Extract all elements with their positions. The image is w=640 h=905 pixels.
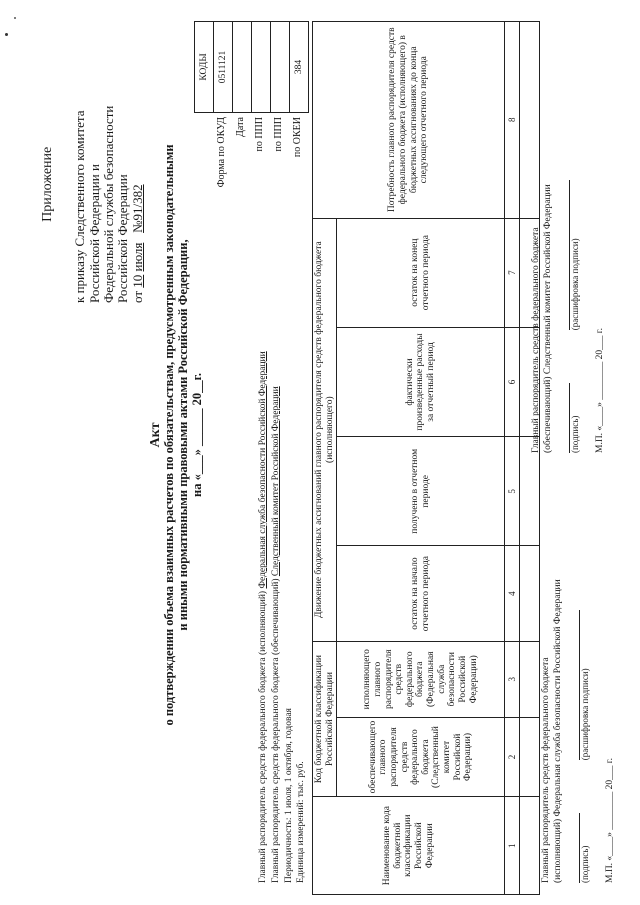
- table-cell[interactable]: [520, 797, 540, 895]
- title-line: и иными нормативными правовыми актами Российской Федерации,: [176, 239, 191, 631]
- table-cell[interactable]: [520, 641, 540, 717]
- providing-line: [270, 351, 283, 883]
- okei-label: по ОКЕИ: [292, 117, 303, 158]
- appendix-block: [40, 106, 145, 303]
- header-start-balance: остаток на начало отчетного периода: [337, 546, 505, 641]
- settlements-table: [312, 21, 540, 895]
- header-providing: обеспечивающего главного распорядителя средств федерального бюджета (Следственный комитет Российской Федерации): [337, 717, 505, 797]
- header-name: Наименование кода бюджетной классификации Российской Федерации: [313, 797, 505, 895]
- appendix-line: Федеральной службы безопасности: [100, 105, 116, 303]
- column-number: 3: [505, 641, 520, 717]
- okud-value: 0511121: [214, 22, 233, 113]
- ppp-label: по ППП: [273, 117, 284, 152]
- sig-lines: [579, 503, 592, 883]
- stamp-date: М.П. «____» ________ 20___ г.: [595, 327, 606, 453]
- periodicity: Периодичность: 1 июля, 1 октября, годовая: [283, 708, 294, 883]
- ppp-label: по ППП: [254, 117, 265, 152]
- table-cell[interactable]: [520, 717, 540, 797]
- codes-box: [194, 21, 309, 113]
- codes-labels: [212, 117, 307, 225]
- header-need: Потребность главного распорядителя средств федерального бюджета (исполняющего) в бюджетных ассигнованиях до конца следующего отчетного периода: [313, 22, 505, 219]
- codes-header: КОДЫ: [195, 22, 214, 113]
- executing-label: Главный распорядитель средств федерального бюджета (исполняющий): [258, 590, 268, 883]
- header-spent: фактически произведенные расходы за отчетный период: [337, 327, 505, 436]
- appendix-date: [131, 106, 145, 303]
- signature-executing: [540, 503, 616, 883]
- column-number: 5: [505, 437, 520, 546]
- okud-label: Форма по ОКУД: [216, 117, 227, 188]
- column-number: 1: [505, 797, 520, 895]
- providing-value: Следственный комитет Российской Федерации: [270, 386, 281, 577]
- stamp-date: М.П. «____» ________ 20___ г.: [605, 757, 616, 883]
- title-date: на «___» ______ 20__г.: [189, 373, 204, 497]
- okei-value: 384: [290, 22, 309, 113]
- sign-label: (подпись): [579, 813, 592, 883]
- sig-title: Главный распорядитель средств федерального бюджета: [541, 657, 551, 883]
- header-end-balance: остаток на конец отчетного периода: [337, 218, 505, 327]
- sign-label: (подпись): [569, 383, 582, 453]
- sig-title: (обеспечивающий) Следственный комитет Российской Федерации: [543, 184, 554, 453]
- order-number: №91/382: [129, 184, 145, 233]
- date-value: [233, 22, 252, 113]
- sig-lines: [569, 33, 582, 453]
- column-number: 8: [505, 22, 520, 219]
- date-month: июля: [129, 242, 145, 272]
- providing-label: Главный распорядитель средств федерального бюджета (обеспечивающий): [270, 578, 281, 883]
- header-received: получено в отчетном периоде: [337, 437, 505, 546]
- title-act: Акт: [148, 422, 163, 448]
- appendix-line: Российской Федерации и: [86, 164, 102, 303]
- executing-value: Федеральная служба безопасности Российской Федерации: [258, 351, 268, 589]
- date-label: Дата: [235, 117, 246, 137]
- column-numbers-row: [505, 22, 520, 895]
- table-cell[interactable]: [520, 546, 540, 641]
- act-title: [148, 105, 205, 765]
- ppp-value: [271, 22, 290, 113]
- title-line: о подтверждении объема взаимных расчетов по обязательствам, предусмотренным законодательными: [162, 144, 177, 726]
- table-cell[interactable]: [520, 437, 540, 546]
- sig-title: Главный распорядитель средств федерального бюджета: [531, 227, 541, 453]
- column-number: 2: [505, 717, 520, 797]
- appendix-line: Российской Федерации: [115, 174, 131, 303]
- date-prefix: от: [129, 290, 145, 303]
- header-code-group: Код бюджетной классификации Российской Федерации: [313, 641, 337, 797]
- decode-label: (расшифровка подписи): [569, 180, 582, 330]
- column-number: 7: [505, 218, 520, 327]
- unit: Единица измерений: тыс. руб.: [296, 761, 307, 883]
- sig-title: (исполняющий) Федеральная служба безопасности Российской Федерации: [553, 579, 564, 883]
- date-day: 10: [129, 274, 145, 288]
- header-movement-group: Движение бюджетных ассигнований главного распорядителя средств федерального бюджета (исполняющего): [313, 218, 337, 641]
- column-number: 4: [505, 546, 520, 641]
- executing-line: [257, 351, 270, 883]
- appendix-heading: Приложение: [40, 146, 55, 222]
- decode-label: (расшифровка подписи): [579, 610, 592, 760]
- info-lines: [257, 351, 308, 883]
- header-executing: исполняющего главного распорядителя средств федерального бюджета (Федеральная служба безопасности Российской Федерации): [337, 641, 505, 717]
- signature-providing: [530, 33, 606, 453]
- column-number: 6: [505, 327, 520, 436]
- appendix-line: к приказу Следственного комитета: [72, 110, 88, 303]
- ppp-value: [252, 22, 271, 113]
